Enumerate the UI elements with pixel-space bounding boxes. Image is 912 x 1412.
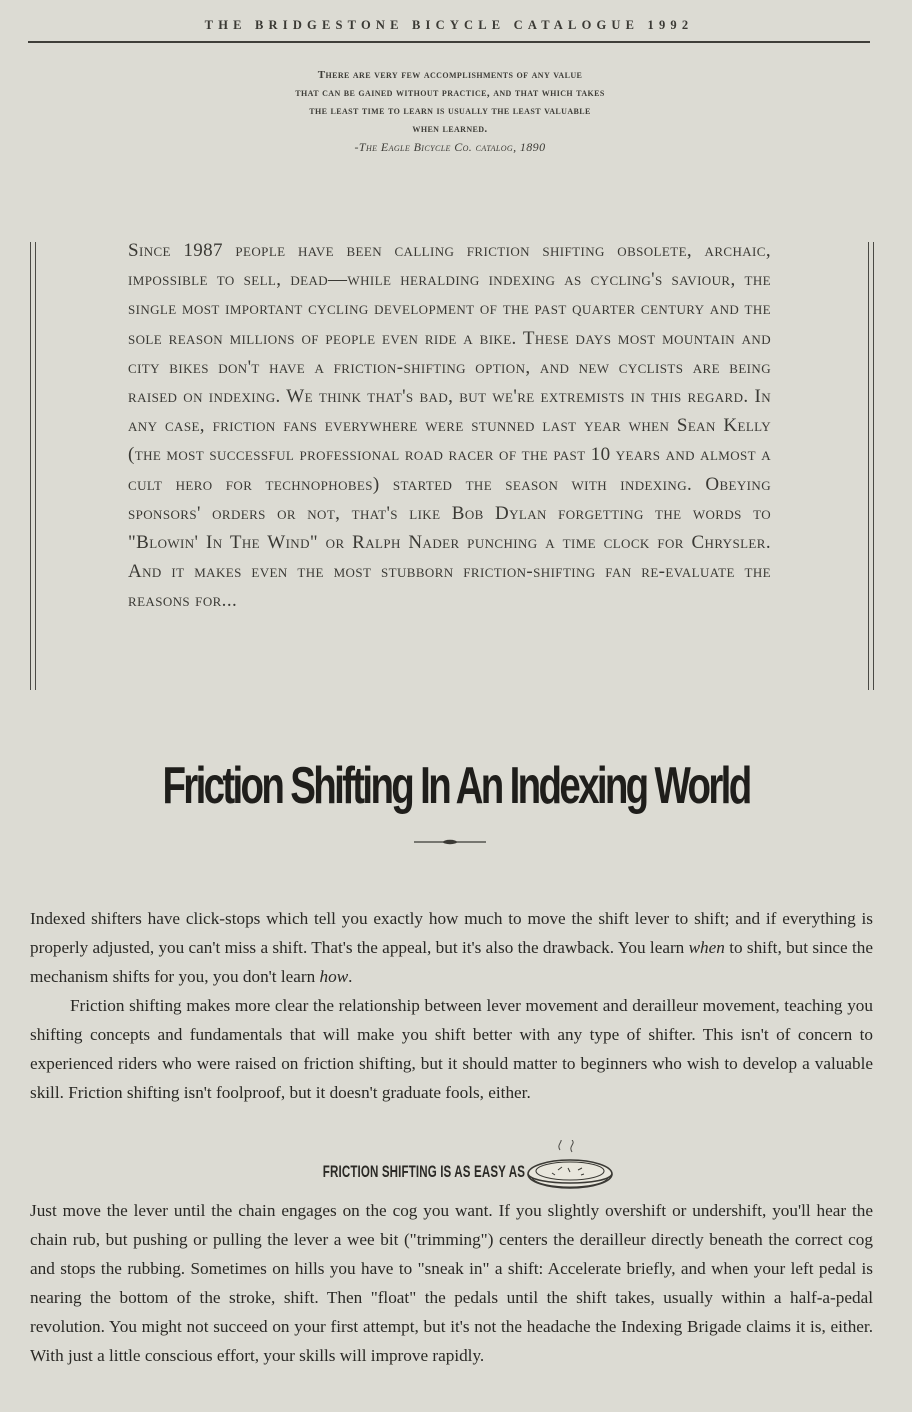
epigraph-line: the least time to learn is usually the least valuable <box>309 105 591 117</box>
right-double-rule <box>868 242 874 690</box>
intro-box <box>30 236 874 692</box>
running-head: THE BRIDGESTONE BICYCLE CATALOGUE 1992 <box>204 18 694 32</box>
article-body-intro <box>30 904 873 1107</box>
header-rule <box>28 41 870 43</box>
paragraph: Just move the lever until the chain engages on the cog you want. If you slightly overshift or undershift, you'll hear the chain rub, but pushing or pulling the lever a wee bit ("trimming") centers the derailleur directly beneath the correct cog and stops the rubbing. Sometimes on hills you have to "sneak in" a shift: Accelerate briefly, and when your left pedal is nearing the bottom of the stroke, shift. Then "float" the pedals until the shift takes, usually within a half-a-pedal revolution. You might not succeed on your first attempt, but it's not the headache the Indexing Brigade claims it is, either. With just a little conscious effort, your skills will improve rapidly. <box>30 1201 873 1365</box>
paragraph: Friction shifting makes more clear the relationship between lever movement and derailleur movement, teaching you shifting concepts and fundamentals that will make you shift better with any type of shifter. This isn't of concern to experienced riders who were raised on friction shifting, but it should matter to beginners who wish to develop a valuable skill. Friction shifting isn't foolproof, but it doesn't graduate fools, either. <box>30 996 873 1102</box>
epigraph <box>190 66 710 156</box>
epigraph-line: There are very few accomplishments of any value <box>317 69 583 81</box>
article-body-how <box>30 1196 873 1370</box>
sub-heading-label: FRICTION SHIFTING IS AS EASY AS <box>322 1162 526 1181</box>
intro-text: Since 1987 people have been calling friction shifting obsolete, archaic, impossible to sell, dead—while heralding indexing as cycling's saviour, the single most important cycling development of the past quarter century and the sole reason millions of people even ride a bike. These days most mountain and city bikes don't have a friction-shifting option, and new cyclists are being raised on indexing. We think that's bad, but we're extremists in this regard. In any case, friction fans everywhere were stunned last year when Sean Kelly (the most successful professional road racer of the past 10 years and almost a cult hero for technophobes) started the season with indexing. Obeying sponsors' orders or not, that's like Bob Dylan forgetting the words to "Blowin' In The Wind" or Ralph Nader punching a time clock for Chrysler. And it makes even the most stubborn friction-shifting fan re-evaluate the reasons for... <box>128 240 771 612</box>
title-ornament-icon <box>414 838 486 846</box>
pie-icon <box>522 1140 618 1198</box>
emphasis-when: when <box>688 938 725 957</box>
paragraph: Indexed shifters have click-stops which tell you exactly how much to move the shift lever to shift; and if everything is properly adjusted, you can't miss a shift. That's the appeal, but it's also the drawback. You learn when to shift, but since the mechanism shifts for you, you don't learn how. <box>30 909 873 986</box>
epigraph-line: when learned. <box>412 123 488 135</box>
emphasis-how: how <box>319 967 349 986</box>
epigraph-line: that can be gained without practice, and that which takes <box>295 87 605 99</box>
left-double-rule <box>30 242 36 690</box>
article-title: Friction Shifting In An Indexing World <box>162 757 750 815</box>
sub-heading <box>230 1156 650 1196</box>
epigraph-attribution: -The Eagle Bicycle Co. catalog, 1890 <box>354 140 546 154</box>
